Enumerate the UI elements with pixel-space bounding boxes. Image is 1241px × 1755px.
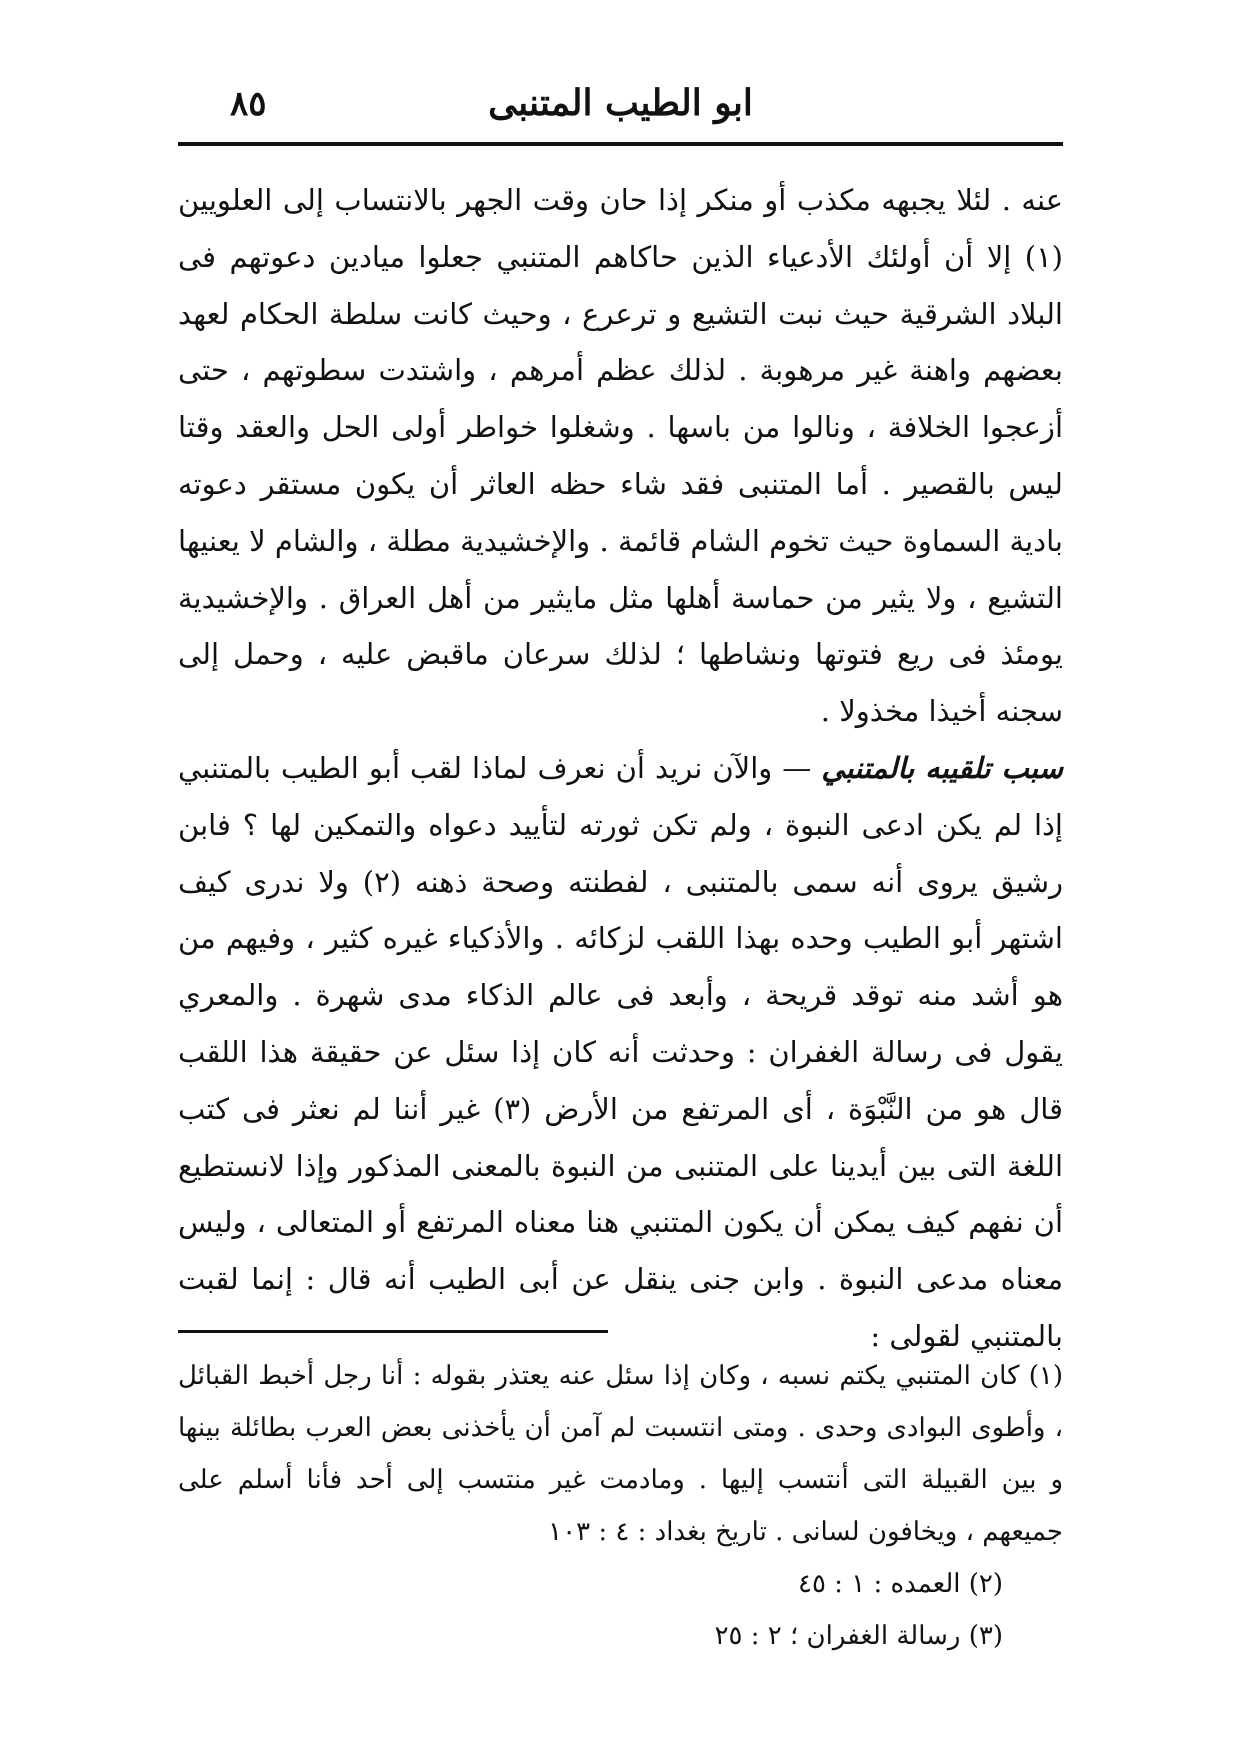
paragraph-2-text: والآن نريد أن نعرف لماذا لقب أبو الطيب بالمتنبي إذا لم يكن ادعى النبوة ، ولم تكن ثورته لتأييد دعواه والتمكين لها ؟ فابن رشيق يروى أنه سمى بالمتنبى ، لفطنته وصحة ذهنه (٢) ولا ندرى كيف اشتهر أبو الطيب وحده بهذا اللقب لزكائه . والأذكياء غيره كثير ، وفيهم من هو أشد منه توقد قريحة ، وأبعد فى عالم الذكاء مدى شهرة . والمعري يقول فى رسالة الغفران : وحدثت أنه كان إذا سئل عن حقيقة هذا اللقب قال هو من النَّبْوَة ، أى المرتفع من الأرض (٣) غير أننا لم نعثر فى كتب اللغة التى بين أيدينا على المتنبى من النبوة بالمعنى المذكور وإذا لانستطيع أن نفهم كيف يمكن أن يكون المتنبي هنا معناه المرتفع أو المتعالى ، وليس معناه مدعى النبوة . وابن جنى ينقل عن أبى الطيب أنه قال : إنما لقبت بالمتنبي لقولى : [178, 750, 1063, 1353]
body-text [178, 172, 1063, 1365]
footnotes [178, 1350, 1063, 1662]
page-number: ٨٥ [230, 84, 267, 124]
section-sidehead: سبب تلقيبه بالمتنبي [821, 750, 1063, 785]
sidehead-dash: — [772, 750, 822, 785]
running-title: ابو الطيب المتنبى [488, 82, 753, 124]
paragraph-2 [178, 740, 1063, 1365]
page-header [178, 78, 1063, 148]
footnote-1: (١) كان المتنبي يكتم نسبه ، وكان إذا سئل عنه يعتذر بقوله : أنا رجل أخبط القبائل ، وأطوى البوادى وحدى . ومتى انتسبت لم آمن أن يأخذنى بعض العرب بطائلة بينها و بين القبيلة التى أنتسب إليها . ومادمت غير منتسب إلى أحد فأنا أسلم على جميعهم ، ويخافون لسانى . تاريخ بغداد : ٤ : ١٠٣ [178, 1361, 1063, 1547]
footnote-rule [178, 1330, 608, 1333]
paragraph-1: عنه . لئلا يجبهه مكذب أو منكر إذا حان وقت الجهر بالانتساب إلى العلويين (١) إلا أن أولئك الأدعياء الذين حاكاهم المتنبي جعلوا ميادين دعوتهم فى البلاد الشرقية حيث نبت التشيع و ترعرع ، وحيث كانت سلطة الحكام لعهد بعضهم واهنة غير مرهوبة . لذلك عظم أمرهم ، واشتدت سطوتهم ، حتى أزعجوا الخلافة ، ونالوا من باسها . وشغلوا خواطر أولى الحل والعقد وقتا ليس بالقصير . أما المتنبى فقد شاء حظه العاثر أن يكون مستقر دعوته بادية السماوة حيث تخوم الشام قائمة . والإخشيدية مطلة ، والشام لا يعنيها التشيع ، ولا يثير من حماسة أهلها مثل مايثير من أهل العراق . والإخشيدية يومئذ فى ريع فتوتها ونشاطها ؛ لذلك سرعان ماقبض عليه ، وحمل إلى سجنه أخيذا مخذولا . [178, 183, 1063, 729]
header-rule [178, 142, 1063, 146]
footnote-3: (٣) رسالة الغفران ؛ ٢ : ٢٥ [714, 1621, 1003, 1651]
footnote-2: (٢) العمده : ١ : ٤٥ [797, 1569, 1003, 1599]
